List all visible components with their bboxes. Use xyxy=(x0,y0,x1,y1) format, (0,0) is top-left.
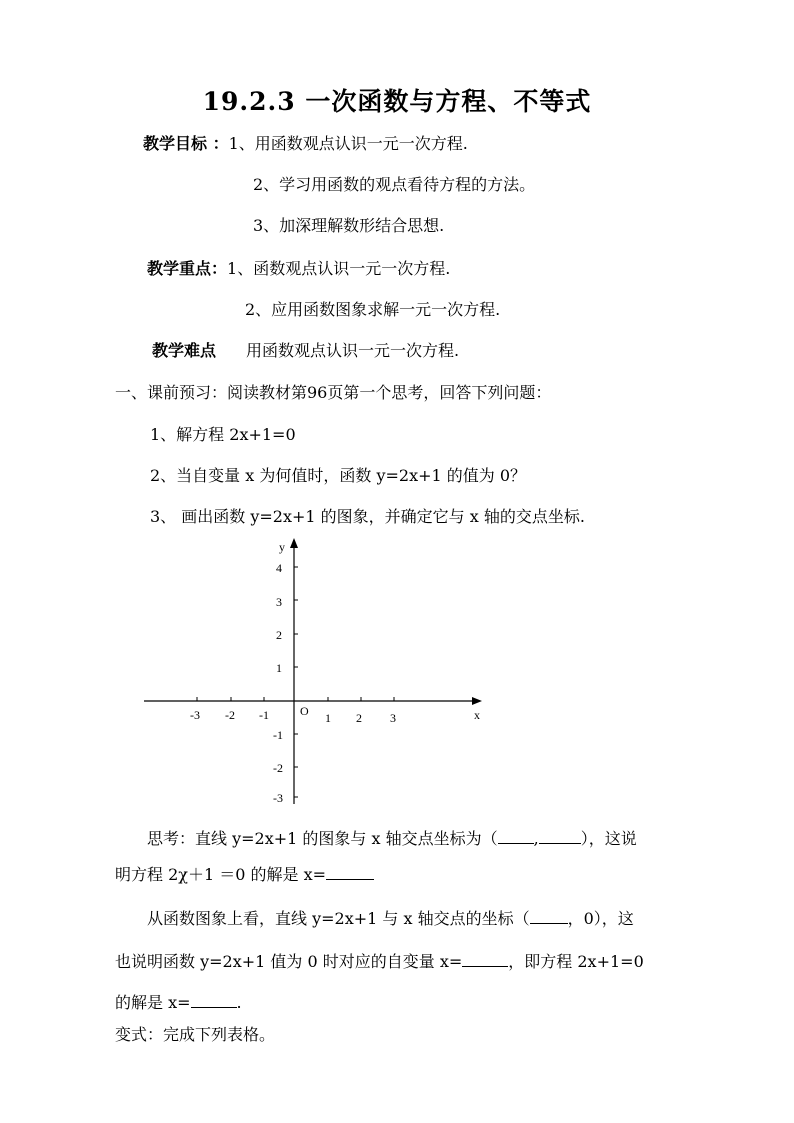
x-axis-label: x xyxy=(474,708,480,722)
graph-view-line-2 xyxy=(115,949,644,972)
x-tick-label: -3 xyxy=(190,708,200,722)
y-axis-label: y xyxy=(279,540,285,554)
key-point-item: 1、函数观点认识一元一次方程. xyxy=(227,259,451,278)
think-text: ），这说 xyxy=(580,829,637,848)
answer-blank[interactable] xyxy=(191,992,237,1008)
difficulty-row xyxy=(152,338,459,361)
y-tick-label: 2 xyxy=(276,628,282,642)
origin-label: O xyxy=(300,704,309,718)
graph-view-text: 的解是 x= xyxy=(115,993,191,1012)
preview-heading: 一、课前预习：阅读教材第96页第一个思考，回答下列问题： xyxy=(115,383,552,402)
objective-item: 3、加深理解数形结合思想. xyxy=(253,216,445,235)
graph-view-text: ，0），这 xyxy=(567,909,634,928)
variation-line: 变式：完成下列表格。 xyxy=(115,1025,276,1044)
x-tick-label: 2 xyxy=(356,711,362,725)
answer-blank[interactable] xyxy=(498,828,534,844)
think-text: , xyxy=(533,829,539,848)
coordinate-graph xyxy=(140,530,500,810)
think-text: 明方程 2χ＋1 ＝0 的解是 x= xyxy=(115,865,327,884)
objectives-row-1 xyxy=(143,131,468,154)
y-tick-label: 4 xyxy=(276,561,282,575)
graph-view-text: 从函数图象上看，直线 y=2x+1 与 x 轴交点的坐标（ xyxy=(147,909,530,928)
x-tick-label: 3 xyxy=(390,711,396,725)
think-text: 思考：直线 y=2x+1 的图象与 x 轴交点坐标为（ xyxy=(147,829,498,848)
answer-blank[interactable] xyxy=(530,908,568,924)
x-axis-arrow xyxy=(472,697,482,705)
page-title: 19.2.3 一次函数与方程、不等式 xyxy=(202,87,592,116)
think-line-1 xyxy=(147,826,637,849)
y-tick-label: -2 xyxy=(273,761,283,775)
objectives-label: 教学目标 ： xyxy=(143,134,229,153)
y-tick-label: 1 xyxy=(276,661,282,675)
preview-question-1: 1、解方程 2x+1=0 xyxy=(150,425,296,444)
answer-blank[interactable] xyxy=(539,828,581,844)
answer-blank[interactable] xyxy=(326,864,374,880)
preview-question-2: 2、当自变量 x 为何值时，函数 y=2x+1 的值为 0？ xyxy=(150,466,527,485)
graph-view-text: . xyxy=(236,993,242,1012)
x-tick-label: -1 xyxy=(259,708,269,722)
x-tick-label: -2 xyxy=(225,708,235,722)
difficulty-text: 用函数观点认识一元一次方程. xyxy=(246,341,460,360)
answer-blank[interactable] xyxy=(462,951,508,967)
y-tick-label: -3 xyxy=(273,791,283,805)
preview-question-3: 3、 画出函数 y=2x+1 的图象，并确定它与 x 轴的交点坐标. xyxy=(150,507,585,526)
objective-item: 2、学习用函数的观点看待方程的方法。 xyxy=(253,175,536,194)
graph-view-text: 也说明函数 y=2x+1 值为 0 时对应的自变量 x= xyxy=(115,952,463,971)
graph-view-text: ，即方程 2x+1=0 xyxy=(508,952,644,971)
graph-view-line-1 xyxy=(147,906,634,929)
y-axis-arrow xyxy=(290,538,298,548)
objective-item: 1、用函数观点认识一元一次方程. xyxy=(228,134,468,153)
x-tick-label: 1 xyxy=(325,711,331,725)
key-points-label: 教学重点： xyxy=(147,259,228,278)
key-points-row-1 xyxy=(147,256,450,279)
difficulty-label: 教学难点 xyxy=(152,341,217,360)
graph-view-line-3 xyxy=(115,990,242,1013)
y-tick-label: -1 xyxy=(273,728,283,742)
think-line-2 xyxy=(115,862,374,885)
key-point-item: 2、应用函数图象求解一元一次方程. xyxy=(245,300,501,319)
y-tick-label: 3 xyxy=(276,595,282,609)
